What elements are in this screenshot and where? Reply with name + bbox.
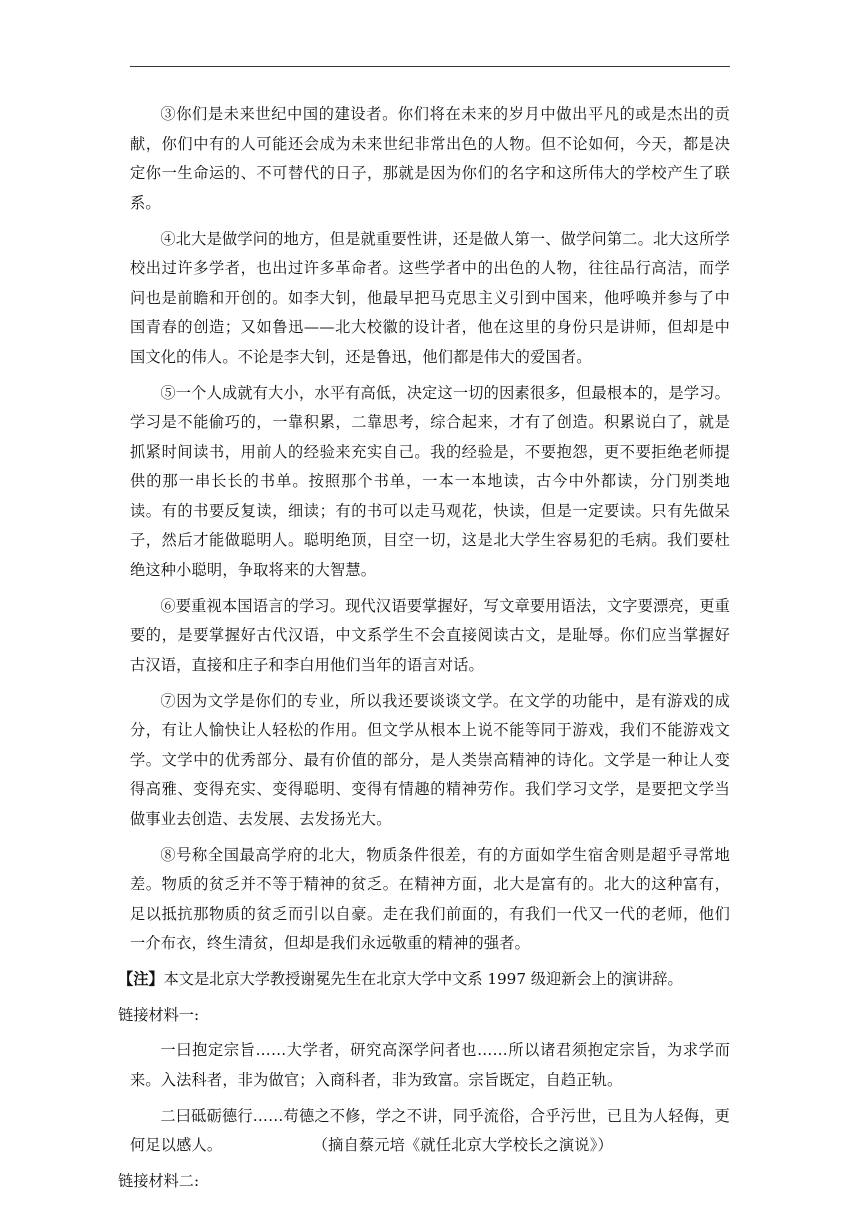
header-rule [130,66,730,67]
note-label: 【注】 [118,970,164,988]
paragraph-6: ⑥要重视本国语言的学习。现代汉语要掌握好，写文章要用语法，文字要漂亮，更重要的，是要掌握好古代汉语，中文系学生不会直接阅读古文，是耻辱。你们应当掌握好古汉语，直接和庄子和李白用他们当年的语言对话。 [130,596,730,674]
link-material-1-paragraph-1: 一曰抱定宗旨……大学者，研究高深学问者也……所以诸君须抱定宗旨，为求学而来。入法科者，非为做官；入商科者，非为致富。宗旨既定，自趋正轨。 [130,1041,730,1089]
paragraph-4: ④北大是做学问的地方，但是就重要性讲，还是做人第一、做学问第二。北大这所学校出过许多学者，也出过许多革命者。这些学者中的出色的人物，往往品行高洁，而学问也是前瞻和开创的。如李大钊，他最早把马克思主义引到中国来，他呼唤并参与了中国青春的创造；又如鲁迅——北大校徽的设计者，他在这里的身份只是讲师，但却是中国文化的伟人。不论是李大钊，还是鲁迅，他们都是伟大的爱国者。 [130,229,730,366]
note-text: 本文是北京大学教授谢冕先生在北京大学中文系 1997 级迎新会上的演讲辞。 [163,970,683,988]
paragraph-8: ⑧号称全国最高学府的北大，物质条件很差，有的方面如学生宿舍则是超乎寻常地差。物质的贫乏并不等于精神的贫乏。在精神方面，北大是富有的。北大的这种富有，足以抵抗那物质的贫乏而引以自豪。走在我们前面的，有我们一代又一代的老师，他们一介布衣，终生清贫，但却是我们永远敬重的精神的强者。 [130,845,730,952]
paragraph-5: ⑤一个人成就有大小，水平有高低，决定这一切的因素很多，但最根本的，是学习。学习是不能偷巧的，一靠积累，二靠思考，综合起来，才有了创造。积累说白了，就是抓紧时间读书，用前人的经验来充实自己。我的经验是，不要抱怨，更不要拒绝老师提供的那一串长长的书单。按照那个书单，一本一本地读，古今中外都读，分门别类地读。有的书要反复读，细读；有的书可以走马观花，快读，但是一定要读。只有先做呆子，然后才能做聪明人。聪明绝顶，目空一切，这是北大学生容易犯的毛病。我们要杜绝这种小聪明，争取将来的大智慧。 [130,383,730,579]
link-material-2-title: 链接材料二: [118,1172,200,1190]
link-material-1-paragraph-2-text: 二曰砥砺德行……苟德之不修，学之不讲，同乎流俗，合乎污世，已且为人轻侮，更何足以感人。 [130,1106,730,1154]
link-material-1-title: 链接材料一: [118,1005,200,1024]
link-material-1-paragraph-2 [130,1102,730,1161]
paragraph-3: ③你们是未来世纪中国的建设者。你们将在未来的岁月中做出平凡的或是杰出的贡献，你们中有的人可能还会成为未来世纪非常出色的人物。但不论如何，今天，都是决定你一生命运的、不可替代的日子，那就是因为你们的名字和这所伟大的学校产生了联系。 [130,105,730,212]
note [118,965,730,995]
document-body [118,100,730,1203]
paragraph-7: ⑦因为文学是你们的专业，所以我还要谈谈文学。在文学的功能中，是有游戏的成分，有让人愉快让人轻松的作用。但文学从根本上说不能等同于游戏，我们不能游戏文学。文学中的优秀部分、最有价值的部分，是人类崇高精神的诗化。文学是一种让人变得高雅、变得充实、变得聪明、变得有情趣的精神劳作。我们学习文学，是要把文学当做事业去创造、去发展、去发扬光大。 [130,691,730,828]
link-material-1-source: （摘自蔡元培《就任北京大学校长之演说》） [312,1136,613,1154]
